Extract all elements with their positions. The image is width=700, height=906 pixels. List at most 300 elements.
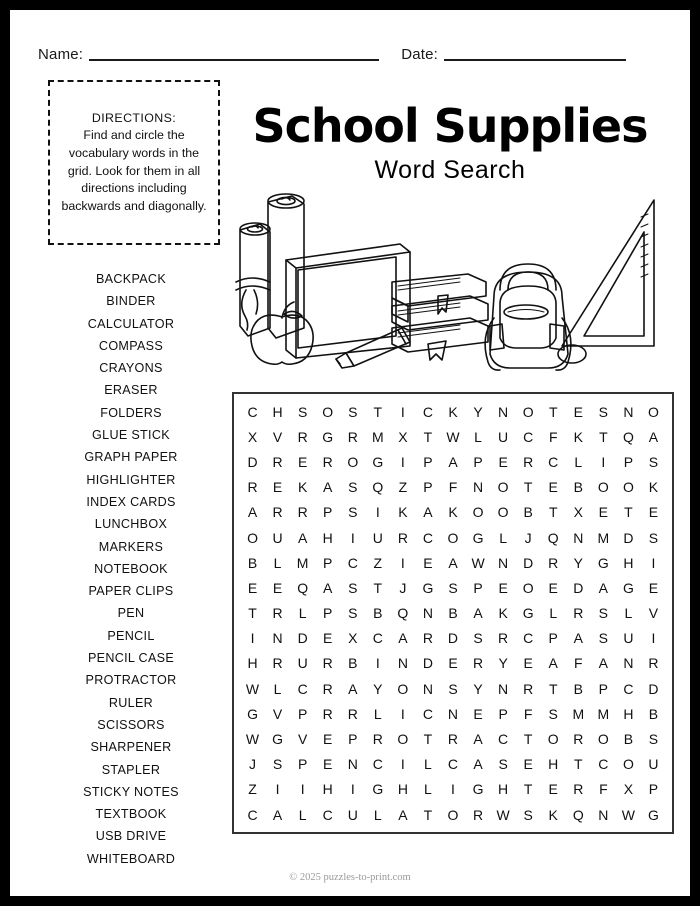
grid-cell[interactable]: Q [297,579,309,596]
grid-cell[interactable]: G [522,605,534,622]
grid-cell[interactable]: E [498,579,508,596]
grid-cell[interactable]: U [347,806,358,823]
grid-cell[interactable]: O [622,479,634,496]
grid-cell[interactable]: P [498,705,508,722]
grid-cell[interactable]: T [373,579,383,596]
grid-cell[interactable]: A [297,529,308,546]
grid-cell[interactable]: O [622,756,634,773]
grid-cell[interactable]: I [400,554,405,571]
grid-cell[interactable]: E [523,756,533,773]
grid-cell[interactable]: G [422,579,434,596]
grid-cell[interactable]: R [347,705,358,722]
grid-cell[interactable]: O [522,403,534,420]
grid-cell[interactable]: I [601,453,606,470]
grid-cell[interactable]: I [400,453,405,470]
grid-cell[interactable]: L [373,705,382,722]
grid-cell[interactable]: C [548,453,559,470]
grid-cell[interactable]: T [548,403,558,420]
grid-cell[interactable]: T [548,680,558,697]
grid-cell[interactable]: E [247,579,258,596]
grid-cell[interactable]: P [297,705,308,722]
grid-cell[interactable]: R [523,680,534,697]
grid-cell[interactable]: E [323,756,333,773]
grid-cell[interactable]: V [272,705,283,722]
grid-cell[interactable]: H [498,781,509,798]
grid-cell[interactable]: C [372,756,383,773]
grid-cell[interactable]: R [573,605,584,622]
grid-cell[interactable]: C [322,806,333,823]
grid-cell[interactable]: N [573,529,584,546]
name-label: Name: [38,46,84,63]
grid-cell[interactable]: S [473,630,483,647]
grid-cell[interactable]: E [573,403,583,420]
grid-cell[interactable]: A [247,504,258,521]
grid-cell[interactable]: R [447,731,459,748]
grid-cell[interactable]: F [548,428,558,445]
grid-cell[interactable]: S [523,806,533,823]
grid-cell[interactable]: W [471,554,485,571]
grid-cell[interactable]: T [423,806,433,823]
grid-cell[interactable]: I [400,403,405,420]
grid-cell[interactable]: E [548,781,558,798]
grid-cell[interactable]: M [597,705,610,722]
grid-cell[interactable]: E [548,479,558,496]
grid-cell[interactable]: R [272,453,283,470]
grid-cell[interactable]: X [573,504,583,521]
grid-cell[interactable]: R [322,453,333,470]
grid-cell[interactable]: B [448,605,458,622]
grid-cell[interactable]: H [322,529,333,546]
grid-cell[interactable]: G [472,781,484,798]
grid-cell[interactable]: Y [373,680,383,697]
grid-cell[interactable]: R [573,781,584,798]
grid-cell[interactable]: P [423,453,433,470]
grid-cell[interactable]: K [648,479,659,496]
grid-cell[interactable]: O [447,806,459,823]
grid-cell[interactable]: N [422,605,433,622]
grid-cell[interactable]: C [247,806,258,823]
grid-cell[interactable]: K [448,504,458,521]
grid-cell[interactable]: G [622,579,634,596]
grid-cell[interactable]: N [472,479,484,496]
grid-cell[interactable]: R [372,731,383,748]
grid-cell[interactable]: U [297,655,308,672]
grid-cell[interactable]: B [373,605,383,622]
grid-cell[interactable]: P [473,453,483,470]
grid-cell[interactable]: E [523,655,533,672]
grid-cell[interactable]: Q [572,806,584,823]
grid-cell[interactable]: H [623,705,634,722]
grid-cell[interactable]: F [523,705,533,722]
grid-cell[interactable]: E [648,504,659,521]
grid-cell[interactable]: C [297,680,308,697]
grid-cell[interactable]: K [548,806,558,823]
grid-cell[interactable]: C [422,705,433,722]
grid-cell[interactable]: Z [248,781,257,798]
grid-cell[interactable]: O [522,579,534,596]
grid-cell[interactable]: C [347,554,358,571]
grid-cell[interactable]: C [247,403,258,420]
directions-heading: DIRECTIONS: [91,110,177,125]
grid-cell[interactable]: T [599,428,608,445]
grid-cell[interactable]: L [373,806,382,823]
grid-cell[interactable]: P [297,756,308,773]
word-search-grid-container[interactable] [232,392,674,834]
grid-cell[interactable]: E [323,731,333,748]
word-list-item: BACKPACK [95,272,167,286]
grid-cell[interactable]: A [598,655,609,672]
grid-cell[interactable]: R [472,655,484,672]
grid-cell[interactable]: O [472,504,484,521]
grid-cell[interactable]: S [348,504,358,521]
grid-cell[interactable]: Q [397,605,409,622]
grid-cell[interactable]: L [624,605,633,622]
grid-cell[interactable]: J [399,579,407,596]
directions-body: Find and circle the vocabulary words in the grid. Look for them in all directions including backwards and diagonally. [61,128,207,213]
grid-cell[interactable]: S [348,605,358,622]
grid-cell[interactable]: S [448,680,458,697]
word-search-grid[interactable] [240,399,666,827]
grid-cell[interactable]: A [323,479,333,496]
grid-cell[interactable]: B [247,554,258,571]
grid-cell[interactable]: C [623,680,634,697]
grid-cell[interactable]: R [347,428,358,445]
grid-cell[interactable]: I [350,781,355,798]
grid-cell[interactable]: Z [373,554,383,571]
grid-cell[interactable]: S [348,479,358,496]
grid-cell[interactable]: R [498,630,509,647]
grid-cell[interactable]: R [322,655,333,672]
grid-cell[interactable]: E [272,479,283,496]
grid-cell[interactable]: N [498,403,509,420]
name-input-line[interactable] [89,59,379,61]
grid-cell[interactable]: N [623,655,634,672]
grid-cell[interactable]: V [297,731,308,748]
grid-cell[interactable]: E [272,579,283,596]
grid-cell[interactable]: Q [622,428,634,445]
grid-cell[interactable]: L [424,756,432,773]
grid-cell[interactable]: R [573,731,584,748]
grid-cell[interactable]: M [296,554,309,571]
grid-cell[interactable]: I [300,781,305,798]
grid-cell[interactable]: R [548,554,559,571]
grid-cell[interactable]: N [623,403,634,420]
grid-cell[interactable]: U [623,630,634,647]
grid-cell[interactable]: D [422,655,433,672]
grid-cell[interactable]: O [397,731,409,748]
grid-cell[interactable]: D [447,630,459,647]
grid-cell[interactable]: K [448,403,458,420]
grid-cell[interactable]: J [249,756,257,773]
grid-cell[interactable]: A [573,630,583,647]
grid-cell[interactable]: L [298,605,307,622]
grid-cell[interactable]: B [623,731,634,748]
grid-cell[interactable]: D [247,453,258,470]
grid-cell[interactable]: C [447,756,459,773]
grid-cell[interactable]: T [248,605,257,622]
grid-cell[interactable]: O [447,529,459,546]
grid-cell[interactable]: P [423,479,433,496]
grid-cell[interactable]: L [424,781,432,798]
grid-cell[interactable]: G [272,731,284,748]
grid-cell[interactable]: X [348,630,358,647]
grid-cell[interactable]: A [398,630,408,647]
grid-cell[interactable]: A [473,605,483,622]
grid-cell[interactable]: S [648,453,659,470]
grid-cell[interactable]: E [498,453,508,470]
grid-cell[interactable]: H [397,781,408,798]
grid-cell[interactable]: I [651,630,656,647]
grid-cell[interactable]: C [422,403,433,420]
grid-cell[interactable]: E [473,705,483,722]
grid-cell[interactable]: G [372,781,384,798]
grid-cell[interactable]: P [323,605,333,622]
grid-cell[interactable]: D [297,630,308,647]
grid-cell[interactable]: P [648,781,659,798]
grid-cell[interactable]: P [323,504,333,521]
grid-cell[interactable]: D [648,680,659,697]
grid-cell[interactable]: N [498,554,509,571]
grid-cell[interactable]: D [573,579,584,596]
grid-cell[interactable]: N [422,680,433,697]
grid-cell[interactable]: M [597,529,610,546]
grid-cell[interactable]: S [348,579,358,596]
grid-cell[interactable]: N [272,630,283,647]
grid-cell[interactable]: Z [398,479,408,496]
grid-cell[interactable]: B [523,504,533,521]
grid-cell[interactable]: C [598,756,609,773]
word-list-item: USB DRIVE [95,829,167,844]
grid-cell[interactable]: E [323,630,333,647]
grid-cell[interactable]: W [496,806,510,823]
grid-cell[interactable]: L [549,605,558,622]
grid-cell[interactable]: T [423,731,433,748]
grid-cell[interactable]: Y [473,680,483,697]
grid-cell[interactable]: R [472,806,484,823]
grid-cell[interactable]: H [548,756,559,773]
grid-cell[interactable]: R [523,453,534,470]
grid-cell[interactable]: C [422,529,433,546]
grid-cell[interactable]: B [573,680,583,697]
grid-cell[interactable]: G [372,453,384,470]
grid-cell[interactable]: A [473,756,483,773]
grid-cell[interactable]: S [348,403,358,420]
grid-cell[interactable]: T [574,756,583,773]
grid-cell[interactable]: B [573,479,583,496]
grid-cell[interactable]: P [348,731,358,748]
grid-cell[interactable]: A [272,806,283,823]
grid-cell[interactable]: R [648,655,659,672]
grid-cell[interactable]: S [648,731,659,748]
grid-cell[interactable]: T [523,731,533,748]
grid-cell[interactable]: O [597,479,609,496]
grid-cell[interactable]: L [474,428,482,445]
grid-cell[interactable]: F [448,479,458,496]
grid-cell[interactable]: G [648,806,659,823]
grid-cell[interactable]: Q [547,529,559,546]
grid-cell[interactable]: K [573,428,583,445]
grid-cell[interactable]: N [397,655,408,672]
grid-cell[interactable]: G [597,554,609,571]
grid-cell[interactable]: L [273,680,282,697]
grid-cell[interactable]: E [448,655,458,672]
grid-cell[interactable]: E [423,554,433,571]
grid-cell[interactable]: A [473,731,483,748]
word-list-item: LUNCHBOX [94,517,168,532]
grid-cell[interactable]: I [451,781,455,798]
grid-cell[interactable]: I [651,554,656,571]
grid-cell[interactable]: W [621,806,636,823]
grid-cell[interactable]: R [247,479,258,496]
grid-cell[interactable]: C [523,428,534,445]
grid-cell[interactable]: P [598,680,609,697]
grid-cell[interactable]: K [297,479,308,496]
grid-cell[interactable]: R [272,605,283,622]
grid-cell[interactable]: P [623,453,634,470]
grid-cell[interactable]: V [648,605,659,622]
grid-cell[interactable]: W [245,731,260,748]
grid-cell[interactable]: L [574,453,583,470]
grid-cell[interactable]: A [398,806,408,823]
grid-cell[interactable]: S [598,630,609,647]
grid-cell[interactable]: R [297,428,308,445]
grid-cell[interactable]: T [423,428,433,445]
grid-cell[interactable]: U [648,756,659,773]
grid-cell[interactable]: E [297,453,308,470]
grid-cell[interactable]: H [623,554,634,571]
grid-cell[interactable]: S [648,529,659,546]
grid-cell[interactable]: O [247,529,258,546]
grid-cell[interactable]: V [272,428,283,445]
grid-cell[interactable]: U [498,428,509,445]
grid-cell[interactable]: L [298,806,307,823]
grid-cell[interactable]: E [648,579,659,596]
grid-cell[interactable]: M [371,428,384,445]
grid-cell[interactable]: R [397,529,408,546]
grid-cell[interactable]: Y [573,554,583,571]
grid-cell[interactable]: S [598,403,609,420]
grid-cell[interactable]: I [400,705,405,722]
grid-cell[interactable]: R [272,504,283,521]
grid-cell[interactable]: R [322,705,333,722]
grid-cell[interactable]: C [498,731,509,748]
grid-cell[interactable]: B [348,655,358,672]
grid-cell[interactable]: G [472,529,484,546]
grid-cell[interactable]: T [373,403,383,420]
grid-cell[interactable]: D [623,529,634,546]
grid-cell[interactable]: K [498,605,508,622]
grid-cell[interactable]: O [597,731,609,748]
grid-cell[interactable]: T [523,479,533,496]
grid-cell[interactable]: C [523,630,534,647]
grid-cell[interactable]: E [598,504,609,521]
grid-cell[interactable]: A [548,655,558,672]
grid-cell[interactable]: Y [473,403,483,420]
grid-cell[interactable]: G [322,428,334,445]
grid-cell[interactable]: P [323,554,333,571]
grid-cell[interactable]: Q [372,479,384,496]
grid-cell[interactable]: J [524,529,532,546]
grid-cell[interactable]: O [497,479,509,496]
grid-cell[interactable]: S [297,403,308,420]
grid-cell[interactable]: F [574,655,583,672]
grid-cell[interactable]: N [347,756,358,773]
grid-cell[interactable]: H [272,403,283,420]
grid-cell[interactable]: G [247,705,258,722]
grid-cell[interactable]: E [548,579,558,596]
grid-cell[interactable]: A [448,453,458,470]
grid-cell[interactable]: A [448,554,458,571]
grid-cell[interactable]: L [273,554,282,571]
grid-cell[interactable]: F [599,781,608,798]
date-input-line[interactable] [444,59,626,61]
grid-cell[interactable]: I [375,655,380,672]
grid-cell[interactable]: U [272,529,283,546]
grid-cell[interactable]: M [572,705,585,722]
word-list-item: MARKERS [98,539,164,554]
grid-cell[interactable]: R [322,680,333,697]
grid-cell[interactable]: N [447,705,459,722]
grid-cell[interactable]: S [272,756,283,773]
grid-cell[interactable]: P [548,630,558,647]
grid-cell[interactable]: N [598,806,609,823]
grid-cell[interactable]: X [247,428,258,445]
grid-cell[interactable]: A [598,579,609,596]
grid-cell[interactable]: K [398,504,408,521]
grid-cell[interactable]: T [548,504,558,521]
grid-cell[interactable]: B [648,705,659,722]
grid-cell[interactable]: X [398,428,408,445]
grid-cell[interactable]: A [423,504,433,521]
grid-cell[interactable]: X [623,781,634,798]
grid-cell[interactable]: U [372,529,383,546]
grid-cell[interactable]: T [523,781,533,798]
grid-cell[interactable]: C [372,630,383,647]
grid-cell[interactable]: S [448,579,458,596]
grid-cell[interactable]: I [375,504,380,521]
grid-cell[interactable]: W [446,428,460,445]
grid-cell[interactable]: R [297,504,308,521]
grid-cell[interactable]: O [497,504,509,521]
grid-cell[interactable]: S [498,756,508,773]
grid-cell[interactable]: I [250,630,255,647]
grid-cell[interactable]: I [350,529,355,546]
grid-cell[interactable]: D [523,554,534,571]
grid-cell[interactable]: O [347,453,359,470]
grid-cell[interactable]: I [275,781,280,798]
grid-cell[interactable]: P [473,579,483,596]
grid-cell[interactable]: A [648,428,659,445]
grid-cell[interactable]: O [322,403,334,420]
grid-cell[interactable]: T [624,504,633,521]
grid-cell[interactable]: W [245,680,260,697]
grid-cell[interactable]: S [548,705,558,722]
grid-cell[interactable]: Y [498,655,508,672]
grid-cell[interactable]: H [322,781,333,798]
grid-cell[interactable]: R [272,655,283,672]
grid-cell[interactable]: O [547,731,559,748]
grid-cell[interactable]: L [499,529,507,546]
grid-cell[interactable]: H [247,655,258,672]
grid-cell[interactable]: A [323,579,333,596]
grid-cell[interactable]: O [397,680,409,697]
grid-cell[interactable]: N [498,680,509,697]
grid-cell[interactable]: O [648,403,659,420]
grid-cell[interactable]: S [598,605,609,622]
grid-cell[interactable]: A [348,680,358,697]
grid-cell[interactable]: I [400,756,405,773]
grid-cell[interactable]: R [422,630,433,647]
